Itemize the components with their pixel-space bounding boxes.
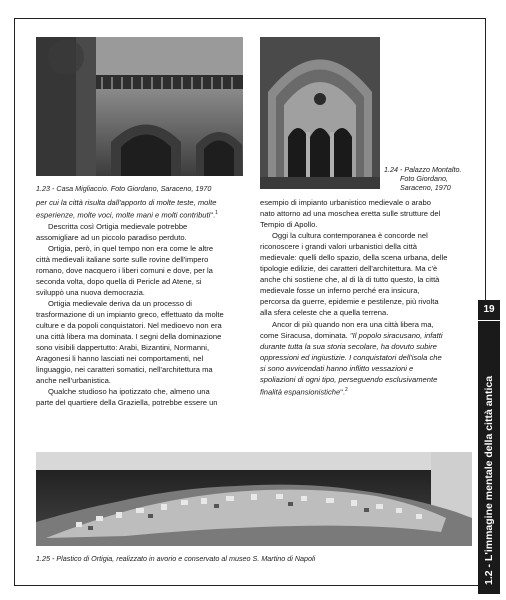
caption-fig-1-23: 1.23 - Casa Migliaccio. Foto Giordano, Saraceno, 1970 [36,184,212,193]
left-p3-line5: sono visibili dappertutto: Arabi, Bizantini, Normanni, [36,343,210,353]
left-p2-line1: Ortigia, però, in quel tempo non era come le altre [48,243,214,253]
left-p2-line5: sviluppò una nuova democrazia. [36,287,145,297]
left-quote-line1: per cui la città risulta dall'apporto di molte teste, molte [36,198,217,207]
left-p1-line2: assomigliare ad un piccolo paradiso perduto. [36,232,187,242]
left-p3-line3: culture e da popoli conquistatori. Nel medioevo non era [36,321,222,331]
right-p3-line6: spoliazioni di ogni tipo, perseguendo esclusivamente [260,374,438,384]
left-p2-line2: città medievali italiane sorte sulle rovine dell'impero [36,254,209,264]
right-p3-line5: si sono avvicendati hanno inflitto vessazioni e [260,363,414,373]
right-p1-line1: esempio di impianto urbanistico medievale o arabo [260,198,431,207]
left-p3-line6: Aragonesi li hanno lasciati nei comportamenti, nel [36,354,204,364]
photo-casa-migliaccio [36,37,243,176]
chapter-title: 1.2 - L'immagine mentale della città antica [483,375,495,585]
right-quote-close: ". [340,387,346,397]
left-p1-line1: Descritta così Ortigia medievale potrebbe [48,221,188,231]
left-p4-line1: Qualche studioso ha ipotizzato che, almeno una [48,387,210,397]
right-p3-line3: durante tutta la sua storia secolare, ha dovuto subire [260,341,437,351]
text-column-right [260,197,472,397]
footnote-marker-1: 1 [215,210,218,217]
right-p2-line3: medievale: quelli dello spazio, della scena urbana, delle [260,253,448,263]
right-p2-line1: Oggi la cultura contemporanea è concorde nel [272,231,428,241]
right-p2-line5: anche chi sostiene che, al di là di tutto questo, la città [260,275,440,285]
right-p2-line7: percorsa da guerre, epidemie e pestilenze, più rivolta [260,297,439,307]
left-quote-line2-text: esperienze, molte voci, molte mani e molti contributi [36,210,211,220]
right-p3-line7-text: finalità espansionistiche [260,387,341,397]
caption-fig-1-24-line1: 1.24 - Palazzo Montalto. [384,165,462,174]
right-p2-line8: alla sfera celeste che a quella terrena. [260,308,389,318]
right-p3-line2b: "Il popolo siracusano, infatti [349,330,443,340]
left-p3-line4: una città libera ma dominata. I segni della dominazione [36,332,222,342]
text-column-left [36,197,242,408]
left-p3-line2: trasformazione di un impianto greco, effettuato da molte [36,310,224,319]
right-p2-line4: tipologie edilizie, dei caratteri dell'architettura. Ma c'è [260,264,438,274]
right-p1-line2: nato attorno ad una moschea eretta sulle strutture del [260,209,441,219]
left-p4-line2: parte del quartiere della Graziella, potrebbe essere un [36,398,218,408]
left-p2-line4: seconda volta, dopo quella di Pericle ad Atene, si [36,276,202,286]
right-p3-line1: Ancor di più quando non era una città libera ma, [272,319,434,329]
right-p3-line2 [260,330,472,341]
left-quote-line2 [36,208,242,221]
photo-plastico-ortigia [36,452,472,546]
left-p3-line7: linguaggio, nei caratteri somatici, nell'architettura ma [36,365,213,375]
right-p1-line3: Tempio di Apollo. [260,220,318,230]
left-quote-close: ". [210,210,216,220]
photo-palazzo-montalto [260,37,380,189]
page-number: 19 [478,300,500,321]
caption-fig-1-25: 1.25 - Plastico di Ortigia, realizzato in avorio e conservato al museo S. Martino di Napoli [36,554,316,563]
right-p2-line2: riconoscere i grandi valori urbanistici della città [260,242,418,252]
right-p3-line7 [260,385,472,398]
right-p3-line4: oppressioni ed ingiustizie. I conquistatori dell'isola che [260,352,442,362]
caption-fig-1-24-line2: Foto Giordano, [400,174,448,183]
left-p3-line8: anche nell'urbanistica. [36,376,111,386]
left-p2-line3: romano, dove nacquero i liberi comuni e dove, per la [36,265,213,275]
caption-fig-1-24-line3: Saraceno, 1970 [400,183,451,192]
caption-fig-1-24 [384,165,480,192]
right-p3-line2a: come Siracusa, dominata. [260,330,350,340]
left-p3-line1: Ortigia medievale deriva da un processo di [48,298,192,308]
footnote-marker-2: 2 [345,386,348,393]
right-p2-line6: medievale fosse un inferno perché era insicura, [260,286,420,296]
